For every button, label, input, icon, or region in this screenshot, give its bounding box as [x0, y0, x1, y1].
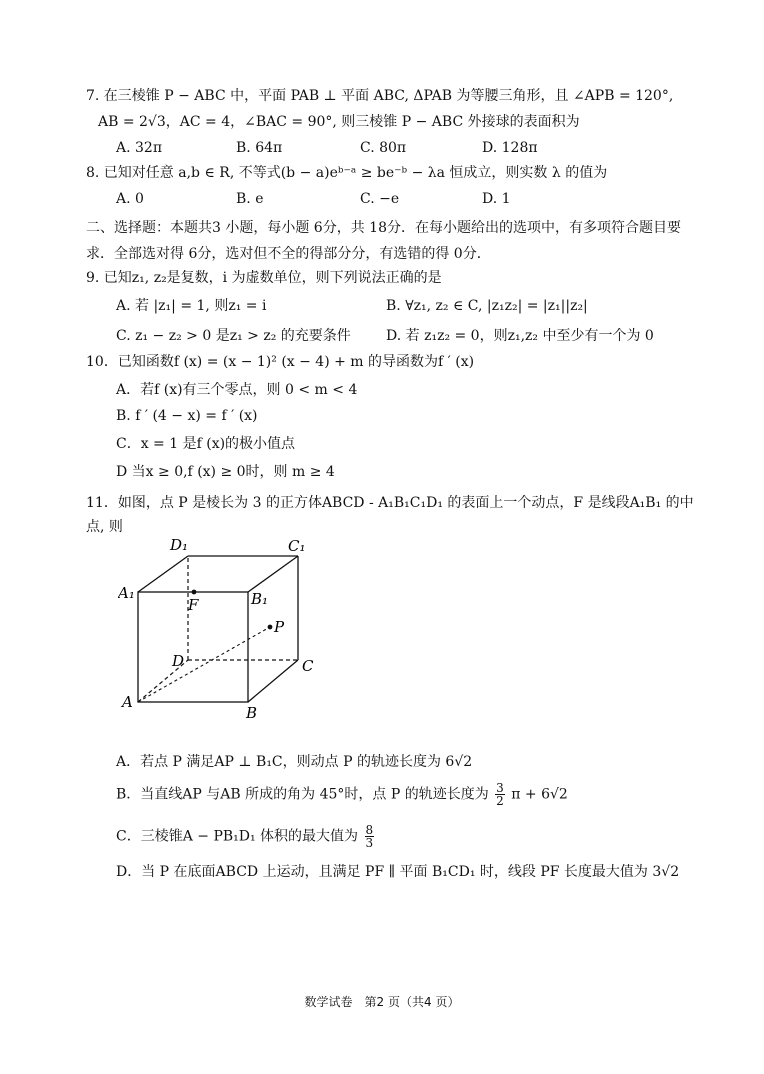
- q11-option-b-fraction: [495, 782, 505, 807]
- q11-option-c-fraction: [365, 824, 375, 849]
- q9-option-a: A. 若 |z₁| = 1, 则z₁ = i: [116, 298, 267, 314]
- q7-option-b: B. 64π: [236, 140, 283, 156]
- q11-stem-line1: 11．如图，点 P 是棱长为 3 的正方体ABCD - A₁B₁C₁D₁ 的表面上一个动点，F 是线段A₁B₁ 的中: [86, 495, 694, 511]
- edge-bc: [248, 660, 298, 702]
- q11-option-a: A．若点 P 满足AP ⊥ B₁C，则动点 P 的轨迹长度为 6√2: [116, 754, 473, 770]
- q9-option-c: C. z₁ − z₂ > 0 是z₁ > z₂ 的充要条件: [116, 328, 351, 344]
- q7-stem-line1: 7. 在三棱锥 P − ABC 中，平面 PAB ⊥ 平面 ABC, ΔPAB 为等腰三角形，且 ∠APB = 120°,: [86, 88, 674, 104]
- page-footer: 数学试卷 第2 页（共4 页）: [304, 995, 460, 1009]
- q11-option-b-text: B．当直线AP 与AB 所成的角为 45°时，点 P 的轨迹长度为: [116, 786, 489, 803]
- q11-option-d: D．当 P 在底面ABCD 上运动，且满足 PF ∥ 平面 B₁CD₁ 时，线段 PF 长度最大值为 3√2: [116, 864, 680, 880]
- q11-option-c: [116, 824, 376, 849]
- label-b: B: [246, 704, 258, 722]
- q11-option-c-denominator: 3: [365, 836, 374, 850]
- q10-option-b: B. f ′ (4 − x) = f ′ (x): [116, 408, 258, 424]
- segment-ap: [138, 627, 270, 702]
- point-f: [192, 590, 197, 595]
- q7-option-a: A. 32π: [116, 140, 163, 156]
- label-d: D: [172, 652, 185, 670]
- label-c1: C₁: [288, 537, 306, 555]
- q7-option-c: C. 80π: [360, 140, 407, 156]
- label-a1: A₁: [118, 584, 135, 602]
- cube-figure: [118, 534, 318, 724]
- q8-option-b: B. e: [236, 191, 264, 207]
- q7-option-d: D. 128π: [482, 140, 538, 156]
- q8-option-c: C. −e: [360, 191, 400, 207]
- q10-option-d: D 当x ≥ 0,f (x) ≥ 0时，则 m ≥ 4: [116, 464, 335, 480]
- q11-option-b-denominator: 2: [496, 794, 504, 808]
- q10-stem: 10．已知函数f (x) = (x − 1)² (x − 4) + m 的导函数为f ′ (x): [86, 354, 475, 370]
- q11-option-b: [116, 782, 568, 807]
- q10-option-c: C．x = 1 是f (x)的极小值点: [116, 436, 296, 452]
- label-a: A: [122, 693, 133, 711]
- q8-option-a: A. 0: [116, 191, 144, 207]
- q11-option-c-text: C．三棱锥A − PB₁D₁ 体积的最大值为: [116, 828, 359, 845]
- point-p: [268, 625, 273, 630]
- label-d1: D₁: [170, 536, 189, 554]
- label-c: C: [302, 657, 314, 675]
- label-b1: B₁: [251, 590, 269, 608]
- edge-a1d1: [138, 556, 188, 592]
- q10-option-a: A．若f (x)有三个零点，则 0 < m < 4: [116, 382, 358, 398]
- label-f: F: [188, 596, 199, 614]
- q11-stem-line2: 点, 则: [86, 519, 123, 535]
- label-p: P: [274, 618, 285, 636]
- q7-stem-line2: AB = 2√3，AC = 4，∠BAC = 90°, 则三棱锥 P − ABC 外接球的表面积为: [98, 114, 580, 130]
- q9-option-b: B. ∀z₁, z₂ ∈ C, |z₁z₂| = |z₁||z₂|: [386, 298, 588, 314]
- section2-instruction-line1: 二、选择题：本题共3 小题，每小题 6分，共 18分．在每小题给出的选项中，有多项符合题目要: [86, 220, 681, 236]
- q9-stem: 9. 已知z₁, z₂是复数，i 为虚数单位，则下列说法正确的是: [86, 270, 442, 286]
- section2-instruction-line2: 求．全部选对得 6分，选对但不全的得部分分，有选错的得 0分．: [86, 246, 491, 262]
- q8-option-d: D. 1: [482, 191, 511, 207]
- edge-b1c1: [248, 556, 298, 592]
- q11-option-c-numerator: 8: [365, 823, 374, 837]
- q11-option-b-numerator: 3: [496, 781, 504, 795]
- q8-stem: 8. 已知对任意 a,b ∈ R, 不等式(b − a)eᵇ⁻ᵃ ≥ be⁻ᵇ − λa 恒成立，则实数 λ 的值为: [86, 165, 608, 181]
- q11-option-b-tail: π + 6√2: [511, 786, 568, 803]
- q9-option-d: D. 若 z₁z₂ = 0，则z₁,z₂ 中至少有一个为 0: [386, 328, 654, 344]
